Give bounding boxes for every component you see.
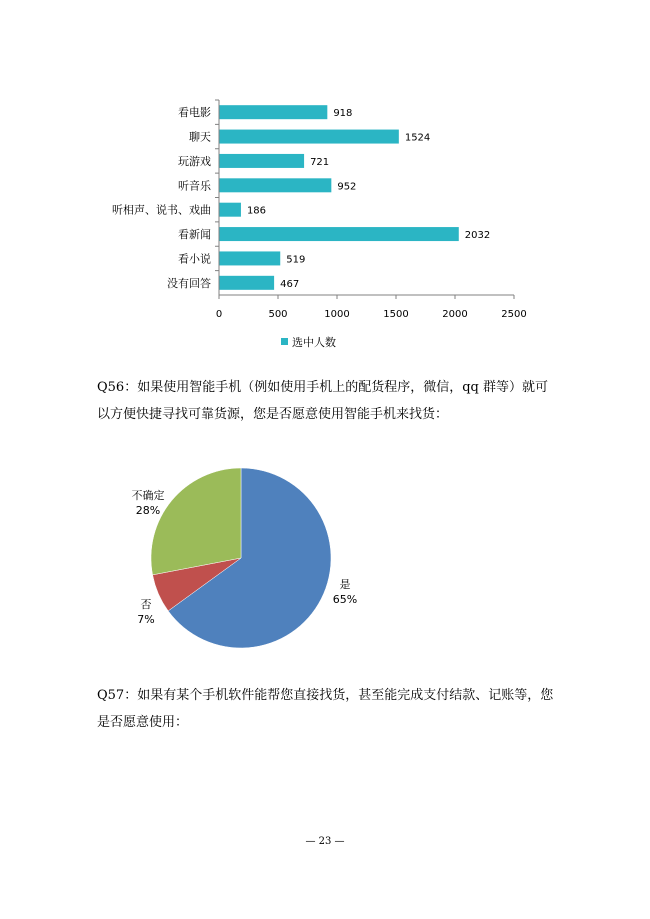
category-label: 聊天 xyxy=(189,130,211,144)
x-tick-label: 2500 xyxy=(501,309,527,320)
bar xyxy=(219,203,241,217)
data-label: 952 xyxy=(337,181,357,193)
slice-value-label: 65% xyxy=(332,593,358,606)
x-tick-label: 2000 xyxy=(442,309,468,320)
bar xyxy=(219,178,331,192)
pie-chart xyxy=(0,440,650,680)
slice-label: 否 xyxy=(140,598,152,611)
category-label: 看电影 xyxy=(178,106,211,120)
bar-chart xyxy=(0,0,650,370)
bar xyxy=(219,130,399,144)
data-label: 186 xyxy=(246,205,267,217)
bar xyxy=(219,227,459,241)
category-label: 看新闻 xyxy=(178,228,211,242)
bar xyxy=(219,105,327,119)
slice-value-label: 28% xyxy=(135,504,161,517)
bar xyxy=(219,154,304,168)
bar xyxy=(219,276,274,290)
x-tick-label: 0 xyxy=(215,309,223,320)
x-tick-label: 500 xyxy=(268,309,288,320)
slice-label: 是 xyxy=(339,578,351,591)
question-57-text: Q57：如果有某个手机软件能帮您直接找货，甚至能完成支付结款、记账等，您是否愿意使用： xyxy=(97,688,554,730)
data-label: 918 xyxy=(333,108,353,120)
category-label: 看小说 xyxy=(178,252,211,266)
category-label: 玩游戏 xyxy=(178,154,211,168)
data-label: 2032 xyxy=(464,230,491,242)
slice-value-label: 7% xyxy=(137,613,155,626)
category-label: 听音乐 xyxy=(178,179,211,193)
slice-label: 不确定 xyxy=(131,489,165,502)
legend-label: 选中人数 xyxy=(292,336,336,349)
category-label: 听相声、说书、戏曲 xyxy=(112,203,211,217)
data-label: 721 xyxy=(310,156,330,168)
legend-swatch xyxy=(281,338,288,345)
x-tick-label: 1000 xyxy=(324,309,350,320)
page-number: — 23 — xyxy=(305,836,345,847)
pie-slice xyxy=(151,468,241,575)
data-label: 1524 xyxy=(404,132,431,144)
category-label: 没有回答 xyxy=(167,276,211,290)
data-label: 467 xyxy=(280,278,300,290)
bar xyxy=(219,251,280,265)
question-56-text: Q56：如果使用智能手机（例如使用手机上的配货程序，微信，qq 群等）就可以方便快捷寻找可靠货源，您是否愿意使用智能手机来找货： xyxy=(97,380,548,422)
data-label: 519 xyxy=(286,254,306,266)
x-tick-label: 1500 xyxy=(383,309,409,320)
